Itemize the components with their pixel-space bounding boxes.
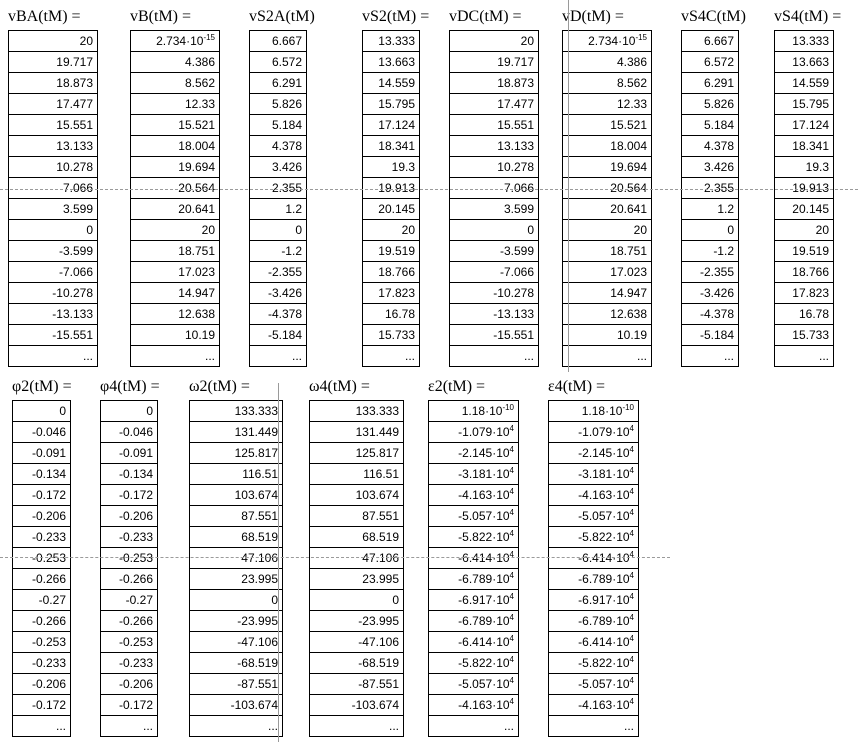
result-cell: -10.278 [9,283,97,304]
result-cell: -0.046 [13,422,70,443]
result-cell: 16.78 [775,304,833,325]
result-cell: -0.172 [13,695,70,716]
result-cell: 20 [563,220,651,241]
result-cell: $-1.079\cdot 10^4$ [429,422,518,443]
result-cell: -2.355 [682,262,738,283]
result-cell: $2.734\cdot 10^{-15}$ [131,31,219,52]
result-table [548,400,639,737]
result-cell: -1.2 [682,241,738,262]
result-cell: 18.873 [450,73,538,94]
result-cell: $2.734\cdot 10^{-15}$ [563,31,651,52]
result-cell: 18.341 [363,136,419,157]
result-table [12,400,71,737]
result-cell: 13.333 [363,31,419,52]
result-cell: 5.184 [682,115,738,136]
result-cell: $-5.822\cdot 10^4$ [429,527,518,548]
result-cell: -47.106 [190,632,282,653]
result-cell: 87.551 [190,506,282,527]
result-cell: 125.817 [190,443,282,464]
result-cell: 18.766 [363,262,419,283]
result-cell: 1.2 [682,199,738,220]
result-table [774,30,834,367]
result-cell: $-5.057\cdot 10^4$ [549,674,638,695]
result-cell: 17.124 [363,115,419,136]
result-cell: 0 [190,590,282,611]
result-cell: -4.378 [250,304,306,325]
result-cell: 2.355 [250,178,306,199]
result-cell: 6.572 [250,52,306,73]
result-label: vBA(tM) = [8,8,81,25]
result-cell: 0 [250,220,306,241]
result-cell: 3.599 [450,199,538,220]
result-cell: $-6.414\cdot 10^4$ [429,632,518,653]
result-cell: 3.599 [9,199,97,220]
result-cell: -0.266 [101,611,157,632]
result-cell: -5.184 [682,325,738,346]
result-cell: 13.663 [363,52,419,73]
result-cell: ... [101,716,157,737]
result-cell: $-5.822\cdot 10^4$ [429,653,518,674]
result-cell: ... [363,346,419,367]
result-cell: 8.562 [131,73,219,94]
result-cell: 0 [9,220,97,241]
result-label: φ2(tM) = [12,378,72,395]
result-cell: 47.106 [190,548,282,569]
result-cell: -0.266 [13,611,70,632]
result-cell: -0.091 [101,443,157,464]
result-cell: -0.172 [101,485,157,506]
result-cell: -10.278 [450,283,538,304]
result-cell: ... [131,346,219,367]
result-cell: 13.133 [9,136,97,157]
result-cell: 19.3 [775,157,833,178]
result-cell: 18.004 [131,136,219,157]
result-cell: -0.253 [101,548,157,569]
result-cell: 12.33 [131,94,219,115]
result-label: ε2(tM) = [428,378,486,395]
result-cell: 20.145 [363,199,419,220]
result-label: vB(tM) = [130,8,192,25]
result-cell: $-6.789\cdot 10^4$ [429,569,518,590]
result-table [449,30,539,367]
result-cell: -1.2 [250,241,306,262]
result-cell: 12.33 [563,94,651,115]
result-cell: 17.124 [775,115,833,136]
result-cell: ... [775,346,833,367]
result-table [189,400,283,737]
result-label: vS2A(tM) [249,8,315,25]
result-cell: $-6.414\cdot 10^4$ [549,548,638,569]
page-break-line [0,189,858,190]
result-cell: 18.873 [9,73,97,94]
result-cell: 20 [9,31,97,52]
result-cell: 20 [131,220,219,241]
result-cell: -3.599 [9,241,97,262]
result-cell: $-4.163\cdot 10^4$ [549,485,638,506]
result-cell: 0 [101,401,157,422]
result-cell: 18.004 [563,136,651,157]
result-cell: 68.519 [190,527,282,548]
result-cell: 17.023 [131,262,219,283]
result-cell: 4.386 [563,52,651,73]
result-cell: -68.519 [310,653,403,674]
result-cell: $1.18\cdot 10^{-10}$ [429,401,518,422]
result-cell: -68.519 [190,653,282,674]
result-cell: 19.913 [775,178,833,199]
result-cell: 15.795 [775,94,833,115]
result-cell: 133.333 [310,401,403,422]
result-cell: 19.694 [131,157,219,178]
result-cell: -7.066 [9,262,97,283]
result-cell: -0.134 [101,464,157,485]
result-label: vS4(tM) = [774,8,842,25]
result-cell: $-5.057\cdot 10^4$ [549,506,638,527]
result-cell: 15.521 [563,115,651,136]
result-label: vDC(tM) = [449,8,522,25]
result-cell: $-6.789\cdot 10^4$ [429,611,518,632]
result-cell: -0.206 [13,674,70,695]
result-cell: 17.477 [9,94,97,115]
result-cell: -87.551 [190,674,282,695]
result-cell: -0.27 [13,590,70,611]
result-cell: -0.134 [13,464,70,485]
result-cell: 10.278 [9,157,97,178]
result-cell: -0.233 [13,653,70,674]
result-table [362,30,420,367]
result-cell: 4.378 [682,136,738,157]
result-cell: $-4.163\cdot 10^4$ [549,695,638,716]
result-cell: 6.291 [682,73,738,94]
result-cell: -0.233 [13,527,70,548]
result-cell: 6.667 [682,31,738,52]
result-cell: ... [563,346,651,367]
result-cell: 19.3 [363,157,419,178]
result-cell: -0.172 [13,485,70,506]
result-cell: -3.426 [682,283,738,304]
result-table [562,30,652,367]
result-cell: 19.717 [9,52,97,73]
result-cell: 20.641 [563,199,651,220]
result-cell: -0.172 [101,695,157,716]
result-cell: 14.947 [563,283,651,304]
result-table [130,30,220,367]
result-cell: $-6.917\cdot 10^4$ [429,590,518,611]
result-cell: 4.386 [131,52,219,73]
result-cell: 20 [450,31,538,52]
result-cell: -3.426 [250,283,306,304]
result-cell: -103.674 [310,695,403,716]
result-cell: 6.667 [250,31,306,52]
result-cell: -13.133 [9,304,97,325]
result-cell: -4.378 [682,304,738,325]
result-cell: 12.638 [563,304,651,325]
result-cell: 19.913 [363,178,419,199]
result-cell: 1.2 [250,199,306,220]
result-table [249,30,307,367]
result-cell: 15.733 [775,325,833,346]
result-cell: ... [310,716,403,737]
result-cell: -0.233 [101,653,157,674]
result-cell: 19.694 [563,157,651,178]
result-cell: -0.253 [13,548,70,569]
result-cell: 17.823 [775,283,833,304]
result-cell: 18.751 [563,241,651,262]
result-cell: 20 [363,220,419,241]
result-cell: 116.51 [310,464,403,485]
result-cell: 116.51 [190,464,282,485]
result-table [428,400,519,737]
result-table [309,400,404,737]
result-cell: ... [9,346,97,367]
result-table [8,30,98,367]
result-cell: $-5.822\cdot 10^4$ [549,653,638,674]
result-table [681,30,739,367]
result-cell: 18.341 [775,136,833,157]
result-cell: -0.266 [101,569,157,590]
result-cell: 2.355 [682,178,738,199]
result-cell: 20.145 [775,199,833,220]
result-cell: $-4.163\cdot 10^4$ [429,485,518,506]
result-cell: $-5.057\cdot 10^4$ [429,674,518,695]
result-cell: 15.795 [363,94,419,115]
result-cell: $-3.181\cdot 10^4$ [549,464,638,485]
result-cell: 6.572 [682,52,738,73]
result-cell: -0.233 [101,527,157,548]
result-cell: -23.995 [190,611,282,632]
result-cell: -15.551 [450,325,538,346]
result-cell: -0.253 [13,632,70,653]
result-cell: $-1.079\cdot 10^4$ [549,422,638,443]
margin-guide-line [278,383,279,742]
result-cell: 17.823 [363,283,419,304]
result-cell: 18.766 [775,262,833,283]
result-cell: -47.106 [310,632,403,653]
result-cell: 68.519 [310,527,403,548]
result-cell: 19.717 [450,52,538,73]
result-cell: ... [13,716,70,737]
result-cell: -3.599 [450,241,538,262]
result-cell: ... [549,716,638,737]
result-cell: 133.333 [190,401,282,422]
result-cell: 13.663 [775,52,833,73]
result-cell: 3.426 [682,157,738,178]
result-cell: 5.826 [250,94,306,115]
result-cell: 15.521 [131,115,219,136]
result-cell: 0 [450,220,538,241]
result-cell: -15.551 [9,325,97,346]
result-cell: ... [450,346,538,367]
result-cell: 103.674 [310,485,403,506]
result-cell: -0.206 [101,506,157,527]
result-label: vS2(tM) = [362,8,430,25]
result-label: vS4C(tM) [681,8,746,25]
result-cell: -0.091 [13,443,70,464]
result-cell: $-5.057\cdot 10^4$ [429,506,518,527]
result-cell: ... [250,346,306,367]
result-cell: 17.477 [450,94,538,115]
result-label: ω4(tM) = [309,378,370,395]
result-cell: 3.426 [250,157,306,178]
result-cell: 103.674 [190,485,282,506]
result-cell: -0.27 [101,590,157,611]
result-cell: $1.18\cdot 10^{-10}$ [549,401,638,422]
result-cell: 14.559 [775,73,833,94]
margin-guide-line [568,0,569,372]
result-cell: 87.551 [310,506,403,527]
result-cell: 14.947 [131,283,219,304]
result-cell: 17.023 [563,262,651,283]
result-label: φ4(tM) = [100,378,160,395]
result-label: ε4(tM) = [548,378,606,395]
page-break-line [0,557,670,558]
result-cell: 0 [310,590,403,611]
result-cell: 18.751 [131,241,219,262]
result-cell: $-2.145\cdot 10^4$ [549,443,638,464]
result-cell: 131.449 [310,422,403,443]
result-cell: 4.378 [250,136,306,157]
result-cell: 15.733 [363,325,419,346]
result-cell: 131.449 [190,422,282,443]
result-cell: 20 [775,220,833,241]
result-cell: 23.995 [190,569,282,590]
result-cell: 20.564 [131,178,219,199]
result-cell: ... [190,716,282,737]
result-cell: 8.562 [563,73,651,94]
result-cell: 14.559 [363,73,419,94]
result-cell: 19.519 [363,241,419,262]
result-cell: 20.564 [563,178,651,199]
result-cell: -103.674 [190,695,282,716]
result-cell: 13.333 [775,31,833,52]
result-cell: 6.291 [250,73,306,94]
result-cell: $-3.181\cdot 10^4$ [429,464,518,485]
result-cell: -7.066 [450,262,538,283]
result-cell: 19.519 [775,241,833,262]
result-cell: 23.995 [310,569,403,590]
result-cell: 20.641 [131,199,219,220]
result-cell: $-6.414\cdot 10^4$ [429,548,518,569]
result-cell: $-5.822\cdot 10^4$ [549,527,638,548]
result-cell: 16.78 [363,304,419,325]
result-cell: $-6.789\cdot 10^4$ [549,611,638,632]
result-cell: -13.133 [450,304,538,325]
result-cell: 13.133 [450,136,538,157]
result-cell: 7.066 [450,178,538,199]
result-cell: $-2.145\cdot 10^4$ [429,443,518,464]
result-cell: 10.19 [563,325,651,346]
result-cell: -2.355 [250,262,306,283]
result-cell: 12.638 [131,304,219,325]
result-cell: 5.184 [250,115,306,136]
result-cell: 0 [682,220,738,241]
result-cell: -0.206 [13,506,70,527]
result-cell: -23.995 [310,611,403,632]
result-cell: 15.551 [9,115,97,136]
result-cell: -5.184 [250,325,306,346]
result-cell: 0 [13,401,70,422]
result-label: ω2(tM) = [189,378,250,395]
result-cell: $-6.789\cdot 10^4$ [549,569,638,590]
result-cell: 10.19 [131,325,219,346]
result-cell: $-6.917\cdot 10^4$ [549,590,638,611]
result-cell: -87.551 [310,674,403,695]
result-cell: $-6.414\cdot 10^4$ [549,632,638,653]
result-cell: 125.817 [310,443,403,464]
result-cell: ... [682,346,738,367]
result-cell: 15.551 [450,115,538,136]
result-cell: 47.106 [310,548,403,569]
result-cell: 5.826 [682,94,738,115]
result-cell: 10.278 [450,157,538,178]
result-cell: -0.266 [13,569,70,590]
result-label: vD(tM) = [562,8,624,25]
result-table [100,400,158,737]
result-cell: ... [429,716,518,737]
result-cell: 7.066 [9,178,97,199]
result-cell: -0.253 [101,632,157,653]
result-cell: -0.046 [101,422,157,443]
result-cell: -0.206 [101,674,157,695]
result-cell: $-4.163\cdot 10^4$ [429,695,518,716]
